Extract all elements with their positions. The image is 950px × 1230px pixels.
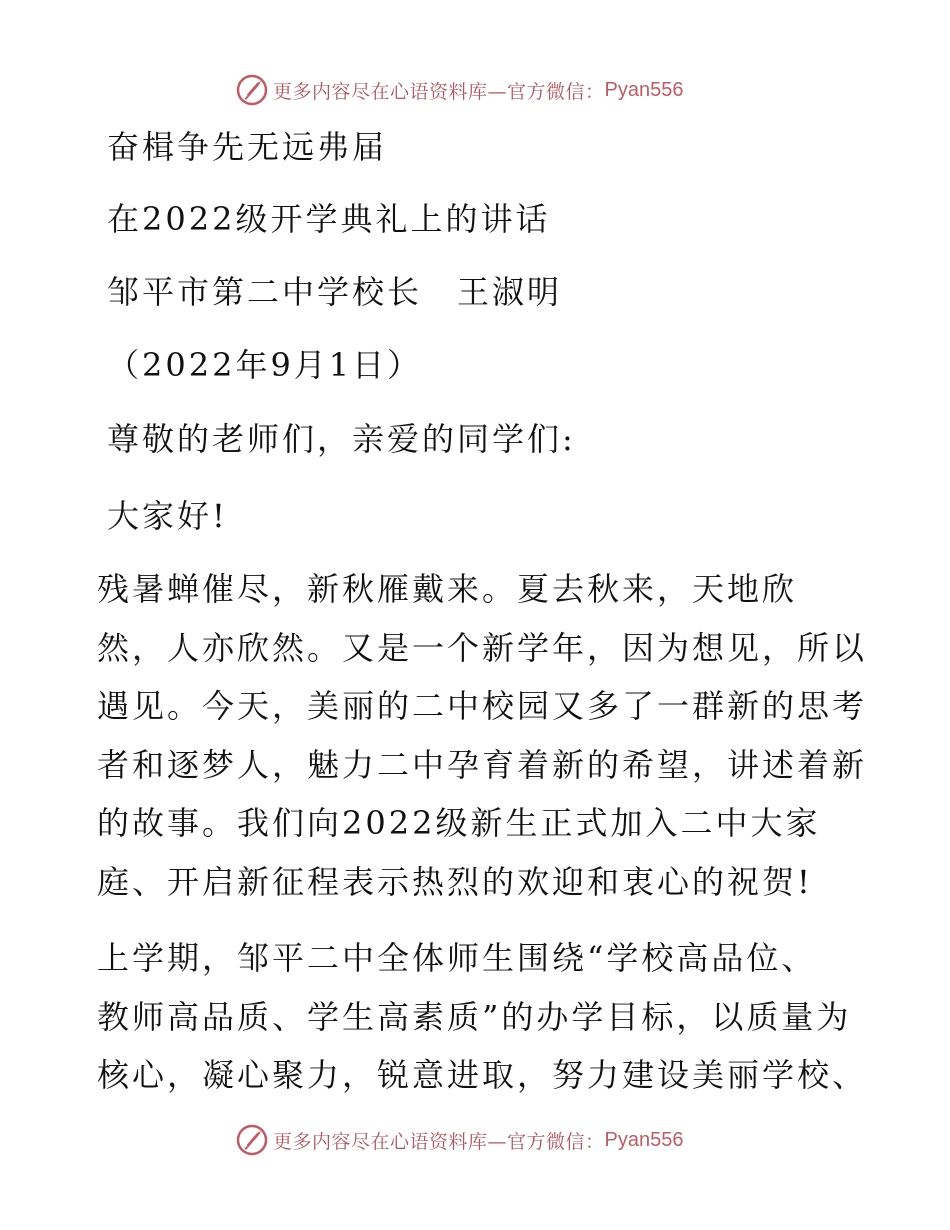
watermark-text: 更多内容尽在心语资料库—官方微信： <box>273 1130 605 1153</box>
paragraph-line: 的故事。我们向2022级新生正式加入二中大家 <box>97 804 821 842</box>
author-line: 邹平市第二中学校长 王淑明 <box>107 273 563 311</box>
watermark-wechat-id: Pyan556 <box>604 78 684 101</box>
paragraph-line: 残暑蝉催尽，新秋雁戴来。夏去秋来，天地欣 <box>97 570 798 608</box>
document-subtitle: 在2022级开学典礼上的讲话 <box>107 200 551 238</box>
paragraph-line: 上学期，邹平二中全体师生围绕“学校高品位、 <box>97 939 817 977</box>
document-title: 奋楫争先无远弗届 <box>107 128 388 166</box>
paragraph-line: 庭、开启新征程表示热烈的欢迎和衷心的祝贺! <box>97 862 813 901</box>
header-watermark <box>235 72 683 108</box>
paragraph-line: 然，人亦欣然。又是一个新学年，因为想见，所以 <box>97 628 868 667</box>
quill-logo-icon <box>235 1123 269 1157</box>
paragraph-2 <box>97 929 868 1105</box>
paragraph-1 <box>97 560 868 911</box>
watermark-wechat-id: Pyan556 <box>604 1128 684 1151</box>
footer-watermark <box>235 1122 683 1158</box>
paragraph-line: 教师高品质、学生高素质”的办学目标，以质量为 <box>97 997 852 1036</box>
paragraph-line: 遇见。今天，美丽的二中校园又多了一群新的思考 <box>97 687 868 725</box>
salutation: 尊敬的老师们，亲爱的同学们: <box>107 420 576 458</box>
paragraph-line: 核心，凝心聚力，锐意进取，努力建设美丽学校、 <box>97 1056 868 1094</box>
watermark-text: 更多内容尽在心语资料库—官方微信： <box>273 80 605 103</box>
paragraph-line: 者和逐梦人，魅力二中孕育着新的希望，讲述着新 <box>97 745 868 784</box>
quill-logo-icon <box>235 73 269 107</box>
date-line: （2022年9月1日） <box>107 346 423 384</box>
greeting: 大家好! <box>107 497 228 535</box>
